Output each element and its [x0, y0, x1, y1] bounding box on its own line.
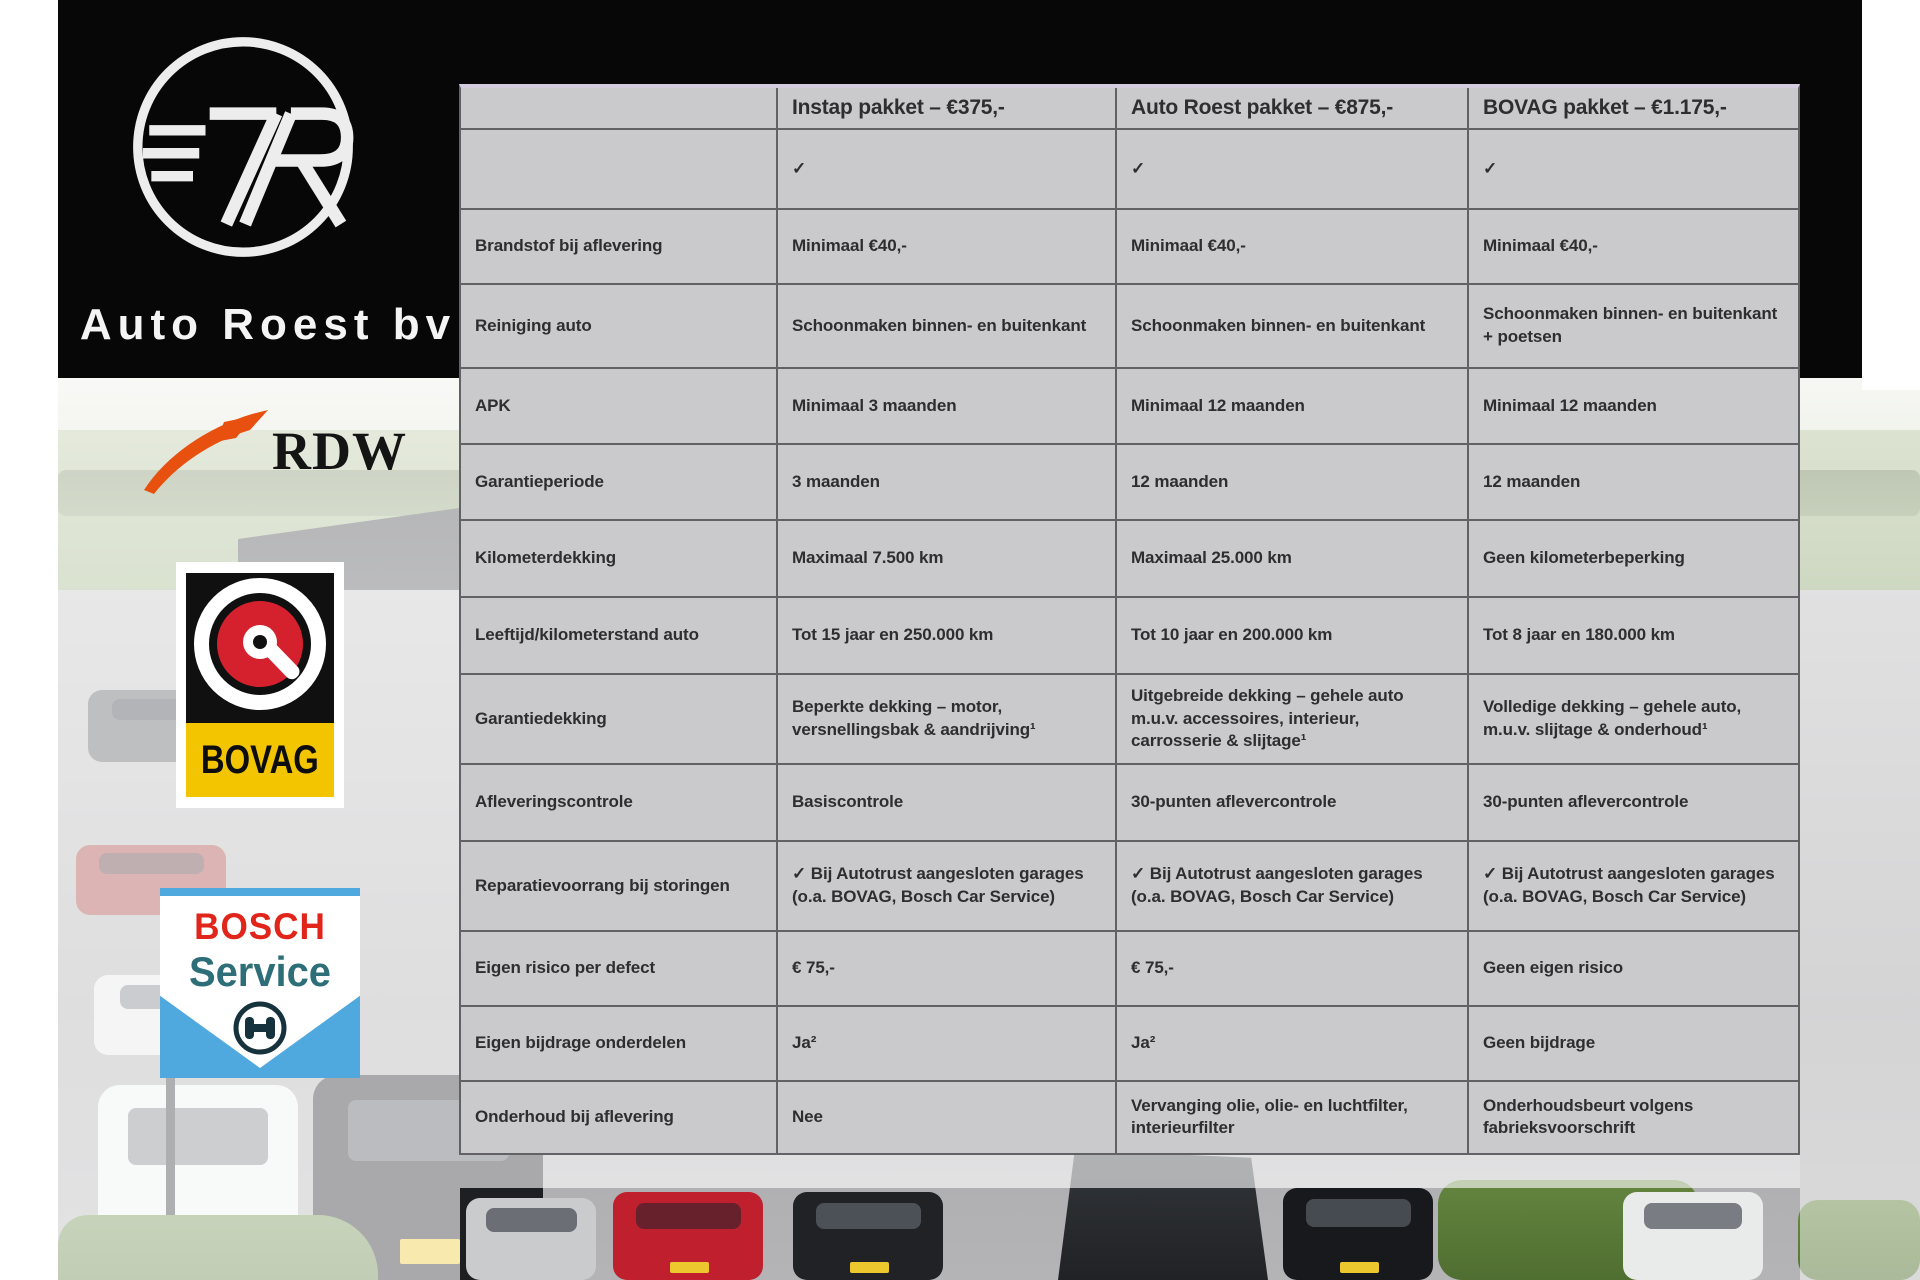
cell: Maximaal 25.000 km [1117, 521, 1469, 598]
cell: ✓ Bij Autotrust aangesloten garages (o.a. BOVAG, Bosch Car Service) [1117, 842, 1469, 932]
top-right-margin [1862, 0, 1920, 390]
row-label: Reiniging auto [461, 285, 778, 369]
auto-roest-brand [58, 0, 478, 378]
cell: Ja² [1117, 1007, 1469, 1082]
row-label: Eigen risico per defect [461, 932, 778, 1007]
row-label: Brandstof bij aflevering [461, 210, 778, 285]
cell: Minimaal €40,- [1117, 210, 1469, 285]
black-van [1283, 1188, 1433, 1280]
cell: Basiscontrole [778, 765, 1117, 842]
row-label: Leeftijd/kilometerstand auto [461, 598, 778, 675]
cell: Geen kilometerbeperking [1469, 521, 1800, 598]
row-label: Eigen bijdrage onderdelen [461, 1007, 778, 1082]
row-label: Kilometerdekking [461, 521, 778, 598]
cell: ✓ Bij Autotrust aangesloten garages (o.a. BOVAG, Bosch Car Service) [1469, 842, 1800, 932]
row-label: APK [461, 369, 778, 445]
bovag-emblem-icon [186, 573, 334, 723]
cell: € 75,- [778, 932, 1117, 1007]
table-row [461, 1007, 1798, 1082]
rdw-logo [140, 408, 440, 518]
cell: Beperkte dekking – motor, versnellingsbak & aandrijving¹ [778, 675, 1117, 765]
table-row [461, 210, 1798, 285]
brand-name: Auto Roest bv [79, 300, 457, 349]
table-row [461, 369, 1798, 445]
cell: 12 maanden [1117, 445, 1469, 521]
table-row [461, 765, 1798, 842]
auto-roest-logo-icon [118, 22, 368, 272]
rdw-wing-icon [140, 408, 275, 503]
checkmark-cell: ✓ [1469, 130, 1800, 210]
table-row [461, 130, 1798, 210]
rdw-logo-text: RDW [272, 421, 407, 481]
cell: 30-punten aflevercontrole [1117, 765, 1469, 842]
cell: ✓ Bij Autotrust aangesloten garages (o.a. BOVAG, Bosch Car Service) [778, 842, 1117, 932]
cell: Schoonmaken binnen- en buitenkant [778, 285, 1117, 369]
row-label: Garantiedekking [461, 675, 778, 765]
table-row [461, 598, 1798, 675]
table-header-row [461, 88, 1798, 130]
black-car [793, 1192, 943, 1280]
red-car [613, 1192, 763, 1280]
corner-cell [461, 88, 778, 130]
table-row [461, 842, 1798, 932]
cell: Volledige dekking – gehele auto, m.u.v. slijtage & onderhoud¹ [1469, 675, 1800, 765]
package-comparison-table [459, 84, 1800, 1155]
column-header-instap-pakket: Instap pakket – €375,- [778, 88, 1117, 130]
table-row [461, 445, 1798, 521]
cell: Tot 8 jaar en 180.000 km [1469, 598, 1800, 675]
bovag-wordmark [186, 723, 334, 797]
cell: Nee [778, 1082, 1117, 1153]
bosch-armature-icon [232, 1000, 288, 1056]
row-label: Onderhoud bij aflevering [461, 1082, 778, 1153]
cell: 12 maanden [1469, 445, 1800, 521]
cell: Tot 10 jaar en 200.000 km [1117, 598, 1469, 675]
bosch-service-text: Service [189, 948, 331, 995]
bovag-logo [176, 562, 344, 808]
table-row [461, 932, 1798, 1007]
cell: Schoonmaken binnen- en buitenkant [1117, 285, 1469, 369]
cell: 30-punten aflevercontrole [1469, 765, 1800, 842]
row-label [461, 130, 778, 210]
cell: Minimaal 3 maanden [778, 369, 1117, 445]
bosch-logo-text: BOSCH [194, 906, 326, 947]
cell: Minimaal €40,- [778, 210, 1117, 285]
cell: Uitgebreide dekking – gehele auto m.u.v. accessoires, interieur, carrosserie & slijtage¹ [1117, 675, 1469, 765]
row-label: Reparatievoorrang bij storingen [461, 842, 778, 932]
table-row [461, 285, 1798, 369]
cell: Geen eigen risico [1469, 932, 1800, 1007]
column-header-bovag-pakket: BOVAG pakket – €1.175,- [1469, 88, 1800, 130]
cell: € 75,- [1117, 932, 1469, 1007]
white-car [1623, 1192, 1763, 1280]
cell: Maximaal 7.500 km [778, 521, 1117, 598]
checkmark-cell: ✓ [778, 130, 1117, 210]
cell: Minimaal €40,- [1469, 210, 1800, 285]
cell: Ja² [778, 1007, 1117, 1082]
bovag-logo-text: BOVAG [201, 737, 319, 782]
table-row [461, 1082, 1798, 1153]
cell: Geen bijdrage [1469, 1007, 1800, 1082]
cell: Minimaal 12 maanden [1469, 369, 1800, 445]
cell: Onderhoudsbeurt volgens fabrieksvoorschrift [1483, 1095, 1694, 1138]
row-label: Afleveringscontrole [461, 765, 778, 842]
bosch-service-logo [160, 888, 360, 1078]
column-header-auto-roest-pakket: Auto Roest pakket – €875,- [1117, 88, 1469, 130]
table-row [461, 521, 1798, 598]
table-row [461, 675, 1798, 765]
cell: Schoonmaken binnen- en buitenkant + poetsen [1469, 285, 1800, 369]
white-wash-overlay [1800, 378, 1920, 1280]
cell: Vervanging olie, olie- en luchtfilter, interieurfilter [1117, 1082, 1469, 1153]
row-label: Garantieperiode [461, 445, 778, 521]
cell: Minimaal 12 maanden [1117, 369, 1469, 445]
cell: 3 maanden [778, 445, 1117, 521]
cell: Tot 15 jaar en 250.000 km [778, 598, 1117, 675]
checkmark-cell: ✓ [1117, 130, 1469, 210]
silver-car [466, 1198, 596, 1280]
